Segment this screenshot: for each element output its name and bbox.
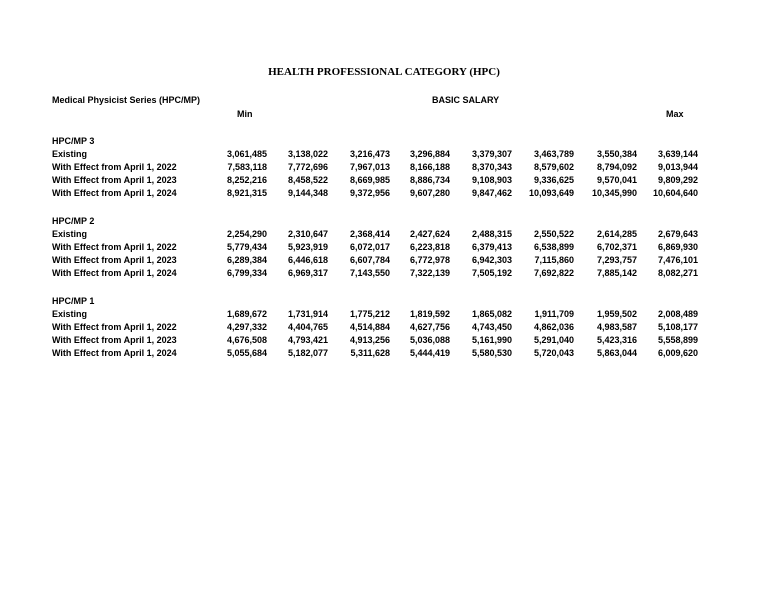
salary-cell: 1,959,502 [596,309,637,319]
salary-cell: 8,458,522 [287,175,328,185]
salary-cell: 4,743,450 [471,322,512,332]
salary-cell: 7,583,118 [227,162,267,172]
salary-cell: 2,550,522 [533,229,574,239]
salary-cell: 7,322,139 [409,268,450,278]
salary-cell: 8,370,343 [471,162,512,172]
salary-cell: 6,869,930 [657,242,698,252]
row-label: With Effect from April 1, 2023 [52,175,177,185]
salary-cell: 6,538,899 [533,242,574,252]
salary-cell: 1,689,672 [226,309,267,319]
table-row [0,268,768,281]
group-label: HPC/MP 2 [52,216,95,226]
salary-cell: 2,254,290 [226,229,267,239]
salary-cell: 8,252,216 [226,175,267,185]
salary-cell: 3,379,307 [471,149,512,159]
salary-cell: 5,182,077 [287,348,328,358]
salary-cell: 6,969,317 [287,268,328,278]
salary-cell: 9,847,462 [471,188,512,198]
salary-cell: 8,579,602 [533,162,574,172]
salary-cell: 5,311,628 [350,348,390,358]
salary-cell: 7,772,696 [287,162,328,172]
salary-cell: 3,463,789 [533,149,574,159]
table-row [0,242,768,255]
salary-cell: 7,143,550 [349,268,390,278]
salary-cell: 6,446,618 [287,255,328,265]
salary-cell: 1,731,914 [287,309,328,319]
salary-cell: 7,293,757 [596,255,637,265]
series-label: Medical Physicist Series (HPC/MP) [52,95,201,105]
salary-cell: 8,794,092 [596,162,637,172]
salary-cell: 4,627,756 [409,322,450,332]
salary-cell: 3,639,144 [657,149,698,159]
salary-cell: 5,720,043 [533,348,574,358]
row-label: Existing [52,149,88,159]
row-label: With Effect from April 1, 2022 [52,242,177,252]
salary-cell: 3,138,022 [287,149,328,159]
table-row [0,175,768,188]
salary-cell: 1,775,212 [349,309,390,319]
row-label: With Effect from April 1, 2022 [52,322,177,332]
salary-cell: 10,604,640 [652,188,698,198]
salary-cell: 5,291,040 [533,335,574,345]
salary-cell: 6,072,017 [349,242,390,252]
salary-cell: 4,514,884 [349,322,390,332]
row-label: With Effect from April 1, 2024 [52,348,177,358]
salary-cell: 4,297,332 [226,322,267,332]
salary-cell: 2,614,285 [596,229,637,239]
salary-cell: 6,289,384 [226,255,267,265]
salary-cell: 6,379,413 [471,242,512,252]
salary-cell: 1,865,082 [471,309,512,319]
salary-cell: 4,793,421 [287,335,328,345]
salary-cell: 5,108,177 [657,322,698,332]
salary-cell: 2,427,624 [409,229,450,239]
salary-cell: 6,942,303 [471,255,512,265]
page-title: HEALTH PROFESSIONAL CATEGORY (HPC) [268,66,500,78]
salary-cell: 10,093,649 [528,188,574,198]
group-label: HPC/MP 3 [52,136,95,146]
salary-cell: 2,310,647 [287,229,328,239]
salary-cell: 8,166,188 [409,162,450,172]
salary-cell: 9,372,956 [349,188,390,198]
salary-cell: 5,444,419 [409,348,450,358]
salary-cell: 4,404,765 [287,322,328,332]
table-row [0,322,768,335]
salary-cell: 7,115,860 [534,255,574,265]
salary-cell: 2,488,315 [471,229,512,239]
salary-cell: 3,216,473 [349,149,390,159]
salary-cell: 4,983,587 [596,322,637,332]
salary-cell: 5,558,899 [657,335,698,345]
salary-cell: 6,607,784 [349,255,390,265]
salary-cell: 5,923,919 [287,242,328,252]
salary-cell: 5,036,088 [409,335,450,345]
salary-cell: 5,863,044 [596,348,637,358]
salary-cell: 3,061,485 [226,149,267,159]
row-label: Existing [52,229,88,239]
salary-cell: 4,862,036 [533,322,574,332]
salary-cell: 3,550,384 [596,149,637,159]
salary-cell: 4,913,256 [349,335,390,345]
salary-cell: 7,505,192 [471,268,512,278]
salary-cell: 8,921,315 [226,188,267,198]
table-row [0,335,768,348]
salary-cell: 7,476,101 [657,255,698,265]
salary-cell: 2,008,489 [657,309,698,319]
table-row [0,255,768,268]
salary-cell: 3,296,884 [409,149,450,159]
table-row [0,229,768,242]
salary-cell: 8,082,271 [657,268,698,278]
salary-cell: 6,799,334 [226,268,267,278]
salary-cell: 5,055,684 [226,348,267,358]
salary-cell: 9,607,280 [409,188,450,198]
salary-cell: 9,144,348 [287,188,328,198]
salary-cell: 8,669,985 [349,175,390,185]
salary-cell: 9,108,903 [471,175,512,185]
salary-cell: 5,423,316 [596,335,637,345]
salary-cell: 6,223,818 [409,242,450,252]
salary-cell: 4,676,508 [226,335,267,345]
salary-cell: 5,779,434 [226,242,267,252]
salary-cell: 9,809,292 [657,175,698,185]
row-label: With Effect from April 1, 2024 [52,268,177,278]
salary-cell: 9,013,944 [657,162,698,172]
group-label: HPC/MP 1 [52,296,95,306]
salary-cell: 10,345,990 [591,188,637,198]
salary-cell: 8,886,734 [409,175,450,185]
row-label: With Effect from April 1, 2023 [52,335,177,345]
row-label: With Effect from April 1, 2022 [52,162,177,172]
row-label: Existing [52,309,88,319]
max-label: Max [666,109,684,119]
salary-cell: 1,911,709 [534,309,574,319]
salary-cell: 7,692,822 [533,268,574,278]
table-row [0,348,768,361]
table-row [0,149,768,162]
salary-cell: 7,885,142 [596,268,637,278]
salary-cell: 2,679,643 [657,229,698,239]
salary-cell: 9,336,625 [533,175,574,185]
table-row [0,188,768,201]
table-row [0,309,768,322]
row-label: With Effect from April 1, 2024 [52,188,177,198]
row-label: With Effect from April 1, 2023 [52,255,177,265]
salary-cell: 5,161,990 [471,335,512,345]
salary-cell: 9,570,041 [596,175,637,185]
basic-salary-label: BASIC SALARY [432,95,500,105]
salary-cell: 5,580,530 [471,348,512,358]
min-label: Min [237,109,253,119]
salary-cell: 1,819,592 [409,309,450,319]
salary-cell: 6,702,371 [596,242,637,252]
salary-cell: 2,368,414 [349,229,390,239]
table-row [0,162,768,175]
salary-cell: 7,967,013 [349,162,390,172]
salary-cell: 6,772,978 [409,255,450,265]
salary-cell: 6,009,620 [657,348,698,358]
